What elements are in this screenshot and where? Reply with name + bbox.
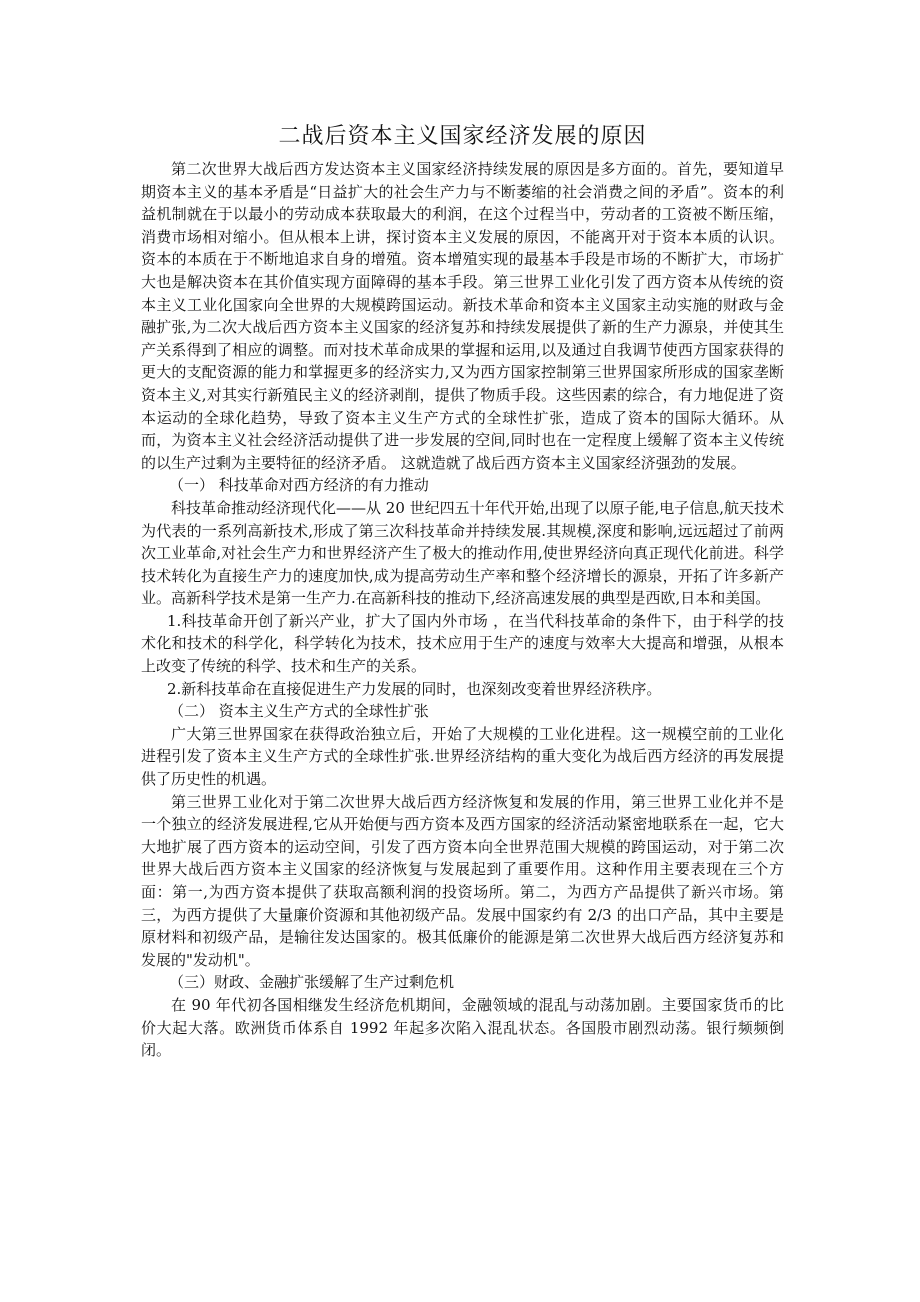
section-heading-2: （二） 资本主义生产方式的全球性扩张 — [169, 702, 429, 721]
document-page — [141, 112, 784, 1062]
section-heading-3: （三）财政、金融扩张缓解了生产过剩危机 — [169, 973, 455, 992]
paragraph-tech-revolution: 科技革命推动经济现代化——从 20 世纪四五十年代开始,出现了以原子能,电子信息,航天技术为代表的一系列高新技术,形成了第三次科技革命并持续发展.其规模,深度和影响,远远超过了前两次工业革命,对社会生产力和世界经济产生了极大的推动作用,使世界经济向真正现代化前进。科学技术转化为直接生产力的速度加快,成为提高劳动生产率和整个经济增长的源泉，开拓了许多新产业。高新科学技术是第一生产力.在高新科技的推动下,经济高速发展的典型是西欧,日本和美国。 — [141, 498, 784, 608]
document-title: 二战后资本主义国家经济发展的原因 — [278, 124, 647, 149]
paragraph-third-world-industrialization: 广大第三世界国家在获得政治独立后，开始了大规模的工业化进程。这一规模空前的工业化进程引发了资本主义生产方式的全球性扩张.世界经济结构的重大变化为战后西方经济的再发展提供了历史性的机遇。 — [141, 724, 784, 789]
numbered-item-2: 2.新科技革命在直接促进生产力发展的同时，也深刻改变着世界经济秩序。 — [167, 679, 662, 698]
paragraph-financial-turmoil: 在 90 年代初各国相继发生经济危机期间，金融领域的混乱与动荡加剧。主要国家货币的比价大起大落。欧洲货币体系自 1992 年起多次陷入混乱状态。各国股市剧烈动荡。银行频频倒闭。 — [141, 995, 784, 1060]
section-heading-1: （一） 科技革命对西方经济的有力推动 — [169, 476, 429, 495]
numbered-item-1: 1.科技革命开创了新兴产业，扩大了国内外市场 ，在当代科技革命的条件下，由于科学的技术化和技术的科学化，科学转化为技术，技术应用于生产的速度与效率大大提高和增强，从根本上改变了传统的科学、技术和生产的关系。 — [141, 611, 784, 676]
paragraph-intro: 第二次世界大战后西方发达资本主义国家经济持续发展的原因是多方面的。首先，要知道早期资本主义的基本矛盾是“日益扩大的社会生产力与不断萎缩的社会消费之间的矛盾”。资本的利益机制就在于以最小的劳动成本获取最大的利润，在这个过程当中，劳动者的工资被不断压缩，消费市场相对缩小。但从根本上讲，探讨资本主义发展的原因，不能离开对于资本本质的认识。资本的本质在于不断地追求自身的增殖。资本增殖实现的最基本手段是市场的不断扩大，市场扩大也是解决资本在其价值实现方面障碍的基本手段。第三世界工业化引发了西方资本从传统的资本主义工业化国家向全世界的大规模跨国运动。新技术革命和资本主义国家主动实施的财政与金融扩张,为二次大战后西方资本主义国家的经济复苏和持续发展提供了新的生产力源泉，并使其生产关系得到了相应的调整。而对技术革命成果的掌握和运用,以及通过自我调节使西方国家获得的更大的支配资源的能力和掌握更多的经济实力,又为西方国家控制第三世界国家所形成的国家垄断资本主义,对其实行新殖民主义的经济剥削，提供了物质手段。这些因素的综合，有力地促进了资本运动的全球化趋势，导致了资本主义生产方式的全球性扩张，造成了资本的国际大循环。从而，为资本主义社会经济活动提供了进一步发展的空间,同时也在一定程度上缓解了资本主义传统的以生产过剩为主要特征的经济矛盾。 这就造就了战后西方资本主义国家经济强劲的发展。 — [141, 160, 784, 472]
paragraph-third-world-role: 第三世界工业化对于第二次世界大战后西方经济恢复和发展的作用，第三世界工业化并不是一个独立的经济发展进程,它从开始便与西方资本及西方国家的经济活动紧密地联系在一起，它大大地扩展了西方资本的运动空间，引发了西方资本向全世界范围大规模的跨国运动，对于第二次世界大战后西方资本主义国家的经济恢复与发展起到了重要作用。这种作用主要表现在三个方面：第一,为西方资本提供了获取高额利润的投资场所。第二，为西方产品提供了新兴市场。第三，为西方提供了大量廉价资源和其他初级产品。发展中国家约有 2/3 的出口产品，其中主要是原材料和初级产品，是输往发达国家的。极其低廉价的能源是第二次世界大战后西方经济复苏和发展的"发动机"。 — [141, 792, 784, 969]
